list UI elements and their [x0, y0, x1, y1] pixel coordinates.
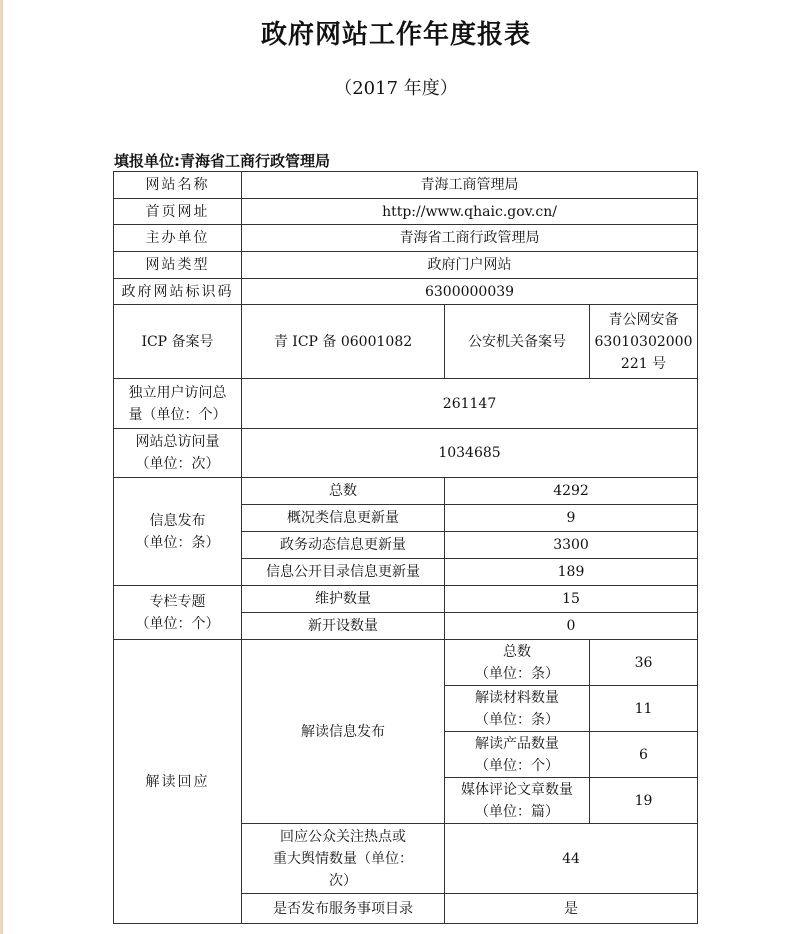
site-type-label: 网站类型 — [114, 252, 242, 279]
report-year: （2017 年度） — [334, 78, 458, 99]
interp-product-label — [445, 732, 590, 778]
table-row — [114, 586, 698, 613]
label-line: 重大舆情数量（单位： — [273, 850, 413, 867]
table-row — [114, 429, 698, 478]
info-total-value: 4292 — [445, 478, 698, 505]
table-row — [114, 252, 698, 279]
unique-visitors-value: 261147 — [242, 379, 698, 429]
site-id-label: 政府网站标识码 — [114, 279, 242, 305]
sponsor-value: 青海省工商行政管理局 — [242, 225, 698, 252]
table-row — [114, 225, 698, 252]
label-line: （单位：条） — [475, 711, 559, 728]
site-type-value: 政府门户网站 — [242, 252, 698, 279]
overview-update-value: 9 — [445, 505, 698, 532]
interp-total-value: 36 — [590, 640, 698, 686]
police-record-line: 青公网安备 — [608, 311, 679, 328]
maintained-count-value: 15 — [445, 586, 698, 613]
label-line: 专栏专题 — [149, 593, 206, 610]
page-title: 政府网站工作年度报表 — [260, 20, 531, 50]
interpretation-publish-label: 解读信息发布 — [242, 640, 445, 824]
interp-material-value: 11 — [590, 686, 698, 732]
special-column-label — [114, 586, 242, 640]
table-row — [114, 478, 698, 505]
label-line: 解读材料数量 — [475, 689, 559, 706]
site-name-label: 网站名称 — [114, 172, 242, 199]
maintained-count-label: 维护数量 — [242, 586, 445, 613]
report-table — [113, 171, 698, 924]
police-record-value — [590, 305, 698, 379]
page-left-border — [0, 0, 3, 934]
label-line: （单位：条） — [135, 534, 220, 551]
total-visits-label — [114, 429, 242, 478]
sponsor-label: 主办单位 — [114, 225, 242, 252]
table-row — [114, 305, 698, 379]
interpretation-label: 解读回应 — [114, 640, 242, 924]
news-update-label: 政务动态信息更新量 — [242, 532, 445, 559]
label-line: （单位：条） — [475, 665, 559, 682]
new-count-value: 0 — [445, 613, 698, 640]
total-visits-value: 1034685 — [242, 429, 698, 478]
label-line: 信息发布 — [149, 512, 206, 529]
label-line: 回应公众关注热点或 — [280, 828, 406, 845]
interp-total-label — [445, 640, 590, 686]
overview-update-label: 概况类信息更新量 — [242, 505, 445, 532]
unique-visitors-label — [114, 379, 242, 429]
table-row — [114, 379, 698, 429]
site-name-value: 青海工商管理局 — [242, 172, 698, 199]
icp-value: 青 ICP 备 06001082 — [242, 305, 445, 379]
police-record-label: 公安机关备案号 — [445, 305, 590, 379]
reporting-unit: 填报单位:青海省工商行政管理局 — [114, 152, 331, 170]
info-total-label: 总数 — [242, 478, 445, 505]
interp-media-label — [445, 778, 590, 824]
icp-label: ICP 备案号 — [114, 305, 242, 379]
label-line: 次） — [329, 872, 357, 889]
response-count-value: 44 — [445, 824, 698, 894]
table-row — [114, 640, 698, 686]
news-update-value: 3300 — [445, 532, 698, 559]
label-line: 量（单位：个） — [128, 406, 227, 423]
label-line: 网站总访问量 — [135, 434, 220, 450]
interp-material-label — [445, 686, 590, 732]
info-publish-label — [114, 478, 242, 586]
label-line: （单位：次） — [135, 456, 220, 472]
service-catalog-value: 是 — [445, 894, 698, 924]
police-record-line: 63010302000 — [594, 333, 693, 350]
police-record-line: 221 号 — [620, 355, 667, 372]
disclosure-update-label: 信息公开目录信息更新量 — [242, 559, 445, 586]
label-line: 解读产品数量 — [475, 735, 559, 752]
disclosure-update-value: 189 — [445, 559, 698, 586]
table-row — [114, 172, 698, 199]
interp-media-value: 19 — [590, 778, 698, 824]
response-count-label — [242, 824, 445, 894]
service-catalog-label: 是否发布服务事项目录 — [242, 894, 445, 924]
site-id-value: 6300000039 — [242, 279, 698, 305]
label-line: 总数 — [503, 643, 531, 660]
homepage-label: 首页网址 — [114, 199, 242, 225]
label-line: （单位：个） — [475, 757, 559, 774]
new-count-label: 新开设数量 — [242, 613, 445, 640]
table-row — [114, 199, 698, 225]
label-line: 独立用户访问总 — [128, 384, 227, 401]
label-line: 媒体评论文章数量 — [461, 781, 573, 798]
table-row — [114, 279, 698, 305]
homepage-value: http://www.qhaic.gov.cn/ — [242, 199, 698, 225]
interp-product-value: 6 — [590, 732, 698, 778]
label-line: （单位：个） — [135, 615, 220, 632]
label-line: （单位：篇） — [475, 803, 559, 820]
